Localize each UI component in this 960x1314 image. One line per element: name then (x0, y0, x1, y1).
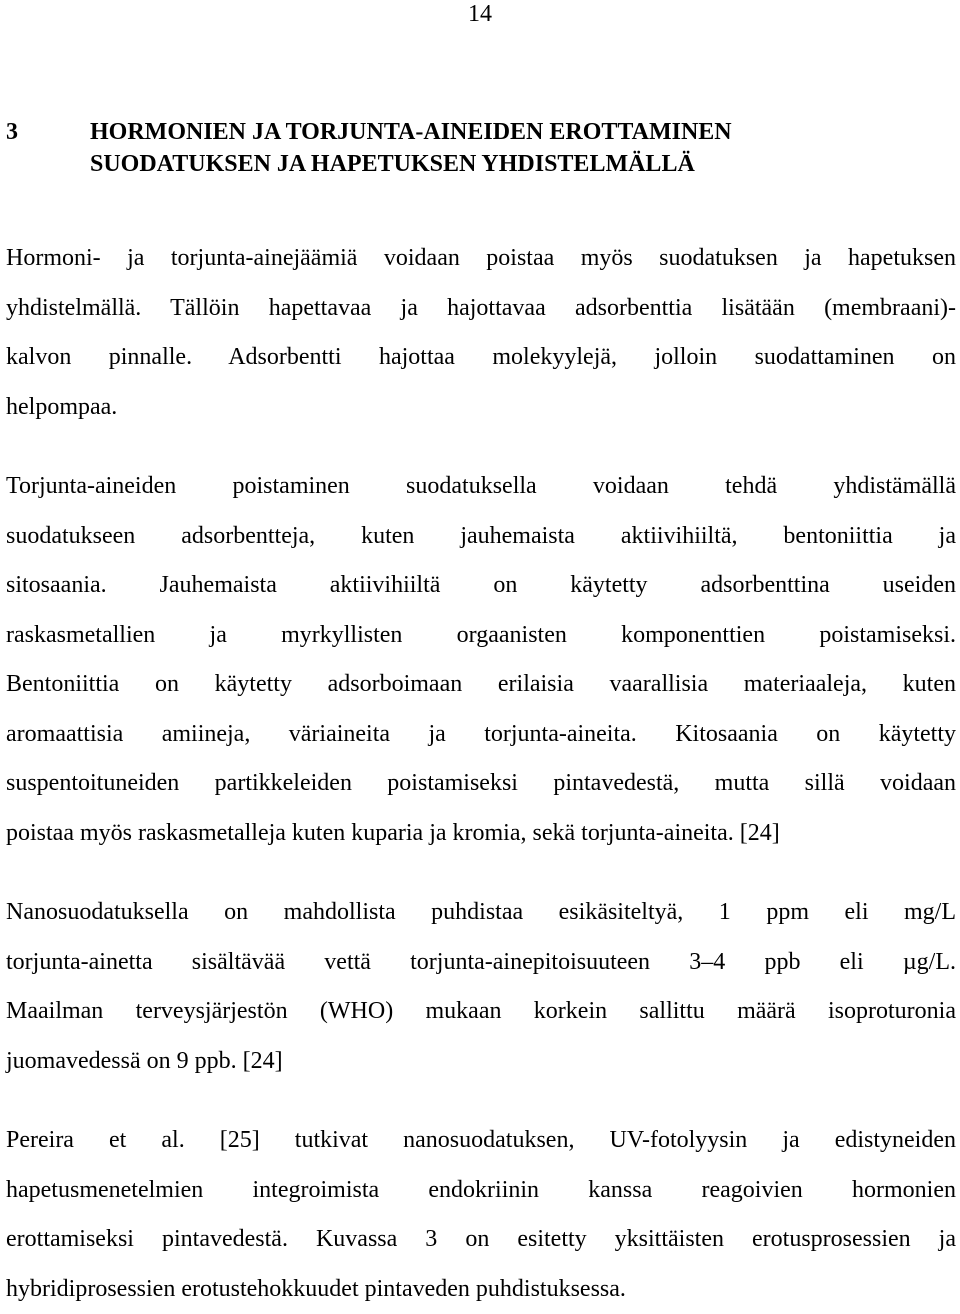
paragraph-line: juomavedessä on 9 ppb. [24] (6, 1037, 956, 1087)
paragraph-line: Nanosuodatuksella on mahdollista puhdistaa esikäsiteltyä, 1 ppm eli mg/L (6, 888, 956, 938)
paragraph-line: Pereira et al. [25] tutkivat nanosuodatuksen, UV-fotolyysin ja edistyneiden (6, 1116, 956, 1166)
paragraph-line: poistaa myös raskasmetalleja kuten kuparia ja kromia, sekä torjunta-aineita. [24] (6, 809, 956, 859)
section-title-line-2: SUODATUKSEN JA HAPETUKSEN YHDISTELMÄLLÄ (90, 148, 950, 180)
section-number: 3 (6, 116, 18, 148)
paragraph-line: helpompaa. (6, 383, 956, 433)
section-title-line-1: HORMONIEN JA TORJUNTA-AINEIDEN EROTTAMINEN (90, 116, 950, 148)
paragraph-line: suspentoituneiden partikkeleiden poistamiseksi pintavedestä, mutta sillä voidaan (6, 759, 956, 809)
paragraph-line: Maailman terveysjärjestön (WHO) mukaan korkein sallittu määrä isoproturonia (6, 987, 956, 1037)
page-number: 14 (0, 0, 960, 30)
paragraph-line: yhdistelmällä. Tällöin hapettavaa ja hajottavaa adsorbenttia lisätään (membraani)- (6, 284, 956, 334)
paragraph-line: raskasmetallien ja myrkyllisten orgaanisten komponenttien poistamiseksi. (6, 611, 956, 661)
paragraph-2 (6, 462, 956, 858)
paragraph-line: hybridiprosessien erotustehokkuudet pintaveden puhdistuksessa. (6, 1265, 956, 1314)
section-title (90, 116, 950, 180)
paragraph-line: hapetusmenetelmien integroimista endokriinin kanssa reagoivien hormonien (6, 1166, 956, 1216)
paragraph-3 (6, 888, 956, 1086)
paragraph-line: erottamiseksi pintavedestä. Kuvassa 3 on esitetty yksittäisten erotusprosessien ja (6, 1215, 956, 1265)
paragraph-line: torjunta-ainetta sisältävää vettä torjunta-ainepitoisuuteen 3–4 ppb eli µg/L. (6, 938, 956, 988)
paragraph-1 (6, 234, 956, 432)
paragraph-4 (6, 1116, 956, 1314)
paragraph-line: suodatukseen adsorbentteja, kuten jauhemaista aktiivihiiltä, bentoniittia ja (6, 512, 956, 562)
paragraph-line: Bentoniittia on käytetty adsorboimaan erilaisia vaarallisia materiaaleja, kuten (6, 660, 956, 710)
paragraph-line: aromaattisia amiineja, väriaineita ja torjunta-aineita. Kitosaania on käytetty (6, 710, 956, 760)
paragraph-line: Torjunta-aineiden poistaminen suodatuksella voidaan tehdä yhdistämällä (6, 462, 956, 512)
paragraph-line: Hormoni- ja torjunta-ainejäämiä voidaan poistaa myös suodatuksen ja hapetuksen (6, 234, 956, 284)
paragraph-line: sitosaania. Jauhemaista aktiivihiiltä on käytetty adsorbenttina useiden (6, 561, 956, 611)
paragraph-line: kalvon pinnalle. Adsorbentti hajottaa molekyylejä, jolloin suodattaminen on (6, 333, 956, 383)
